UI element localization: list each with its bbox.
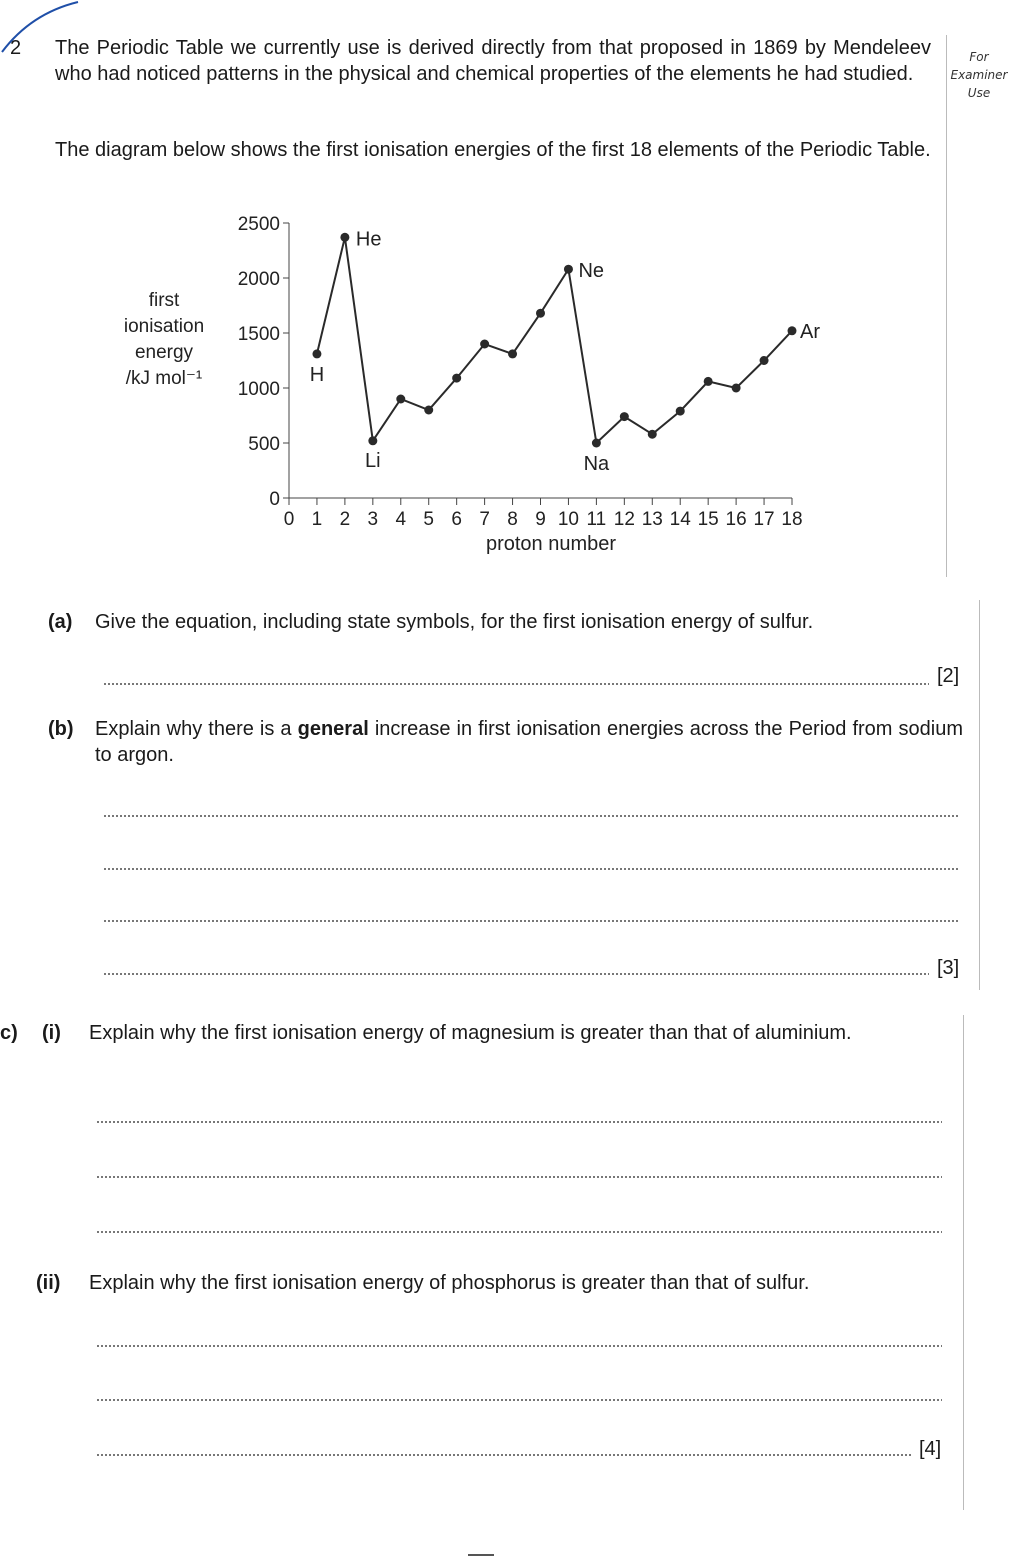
- y-axis-label: [124, 290, 204, 389]
- data-point: [648, 430, 657, 439]
- y-tick-label: 500: [248, 434, 280, 455]
- x-tick-label: 3: [367, 509, 379, 530]
- x-tick-label: 15: [697, 509, 719, 530]
- y-tick-label: 1000: [237, 379, 280, 400]
- part-b-text: Explain why there is a general increase in first ionisation energies across the Period from sodium to argon.: [95, 718, 963, 766]
- data-point: [788, 326, 797, 335]
- data-point: [396, 395, 405, 404]
- y-axis-label-line: ionisation: [123, 316, 205, 337]
- part-c-marks: [4]: [919, 1438, 942, 1460]
- page-number-stub: [468, 1554, 494, 1556]
- data-point: [760, 356, 769, 365]
- point-annotation: Ne: [578, 260, 605, 283]
- x-tick-label: 10: [557, 509, 580, 530]
- answer-line[interactable]: [103, 815, 959, 817]
- data-point: [536, 309, 545, 318]
- data-point: [480, 340, 489, 349]
- x-tick-label: 18: [781, 509, 803, 530]
- y-tick-label: 0: [269, 489, 280, 510]
- x-tick-label: 14: [669, 509, 691, 530]
- answer-line[interactable]: [96, 1121, 942, 1123]
- diagram-intro: The diagram below shows the first ionisation energies of the first 18 elements of the Periodic Table.: [55, 139, 931, 161]
- x-tick-label: 13: [641, 509, 663, 530]
- x-axis-label: proton number: [485, 533, 617, 555]
- data-point: [676, 407, 685, 416]
- part-c-i-label: (i): [42, 1022, 61, 1044]
- series-line: [317, 237, 792, 443]
- point-annotation: Li: [365, 449, 381, 472]
- part-c-i-text: Explain why the first ionisation energy of magnesium is greater than that of aluminium.: [89, 1022, 852, 1044]
- answer-line[interactable]: [103, 868, 959, 870]
- part-a-label: (a): [48, 611, 73, 633]
- y-tick-label: 2000: [237, 269, 280, 290]
- part-c-ii-text: Explain why the first ionisation energy of phosphorus is greater than that of sulfur.: [89, 1272, 810, 1294]
- data-point: [424, 406, 433, 415]
- x-tick-label: 16: [725, 509, 747, 530]
- data-point: [508, 349, 517, 358]
- answer-line[interactable]: [96, 1231, 942, 1233]
- data-point: [452, 374, 461, 383]
- x-tick-label: 1: [311, 509, 323, 530]
- x-tick-label: 4: [395, 509, 407, 530]
- y-tick-label: 2500: [237, 214, 280, 235]
- answer-line[interactable]: [103, 973, 929, 975]
- data-point: [312, 349, 321, 358]
- part-c-ii-label: (ii): [36, 1272, 61, 1294]
- point-annotation: He: [355, 228, 382, 251]
- y-tick-label: 1500: [237, 324, 280, 345]
- margin-divider-c: [963, 1015, 964, 1510]
- x-tick-label: 17: [753, 509, 775, 530]
- ionisation-energy-chart: [0, 0, 1013, 580]
- answer-line[interactable]: [96, 1454, 912, 1456]
- part-b-marks: [3]: [937, 957, 960, 979]
- x-tick-label: 11: [586, 509, 607, 530]
- point-annotation: H: [309, 363, 325, 386]
- part-b-label: (b): [48, 718, 74, 740]
- data-point: [592, 439, 601, 448]
- part-a-marks: [2]: [937, 665, 960, 687]
- answer-line[interactable]: [103, 683, 929, 685]
- answer-line[interactable]: [96, 1176, 942, 1178]
- part-c-label: c): [0, 1022, 18, 1044]
- data-point: [620, 412, 629, 421]
- x-tick-label: 9: [535, 509, 546, 530]
- data-point: [368, 436, 377, 445]
- y-axis-label-line: first: [148, 290, 180, 311]
- point-annotation: Ar: [800, 320, 820, 343]
- margin-divider-b: [979, 600, 980, 990]
- question-intro: The Periodic Table we currently use is derived directly from that proposed in 1869 by Mendeleev who had noticed patterns in the physical and chemical properties of the elements he had studied.: [55, 37, 931, 85]
- question-number: 2: [10, 37, 22, 59]
- x-tick-label: 7: [479, 509, 490, 530]
- data-point: [732, 384, 741, 393]
- examiner-use-note: For Examiner Use: [950, 50, 1008, 100]
- data-point: [704, 377, 713, 386]
- x-tick-label: 12: [613, 509, 635, 530]
- y-axis-label-line: energy: [134, 342, 194, 363]
- x-tick-label: 8: [507, 509, 518, 530]
- x-tick-label: 2: [339, 509, 351, 530]
- y-axis-label-line: /kJ mol⁻¹: [125, 368, 203, 389]
- part-a-text: Give the equation, including state symbols, for the first ionisation energy of sulfur.: [95, 611, 814, 633]
- point-annotation: Na: [583, 453, 610, 475]
- data-point: [340, 233, 349, 242]
- x-tick-label: 6: [451, 509, 462, 530]
- answer-line[interactable]: [96, 1399, 942, 1401]
- data-point: [564, 265, 573, 274]
- answer-line[interactable]: [96, 1345, 942, 1347]
- answer-line[interactable]: [103, 920, 959, 922]
- x-tick-label: 0: [283, 509, 295, 530]
- x-tick-label: 5: [423, 509, 435, 530]
